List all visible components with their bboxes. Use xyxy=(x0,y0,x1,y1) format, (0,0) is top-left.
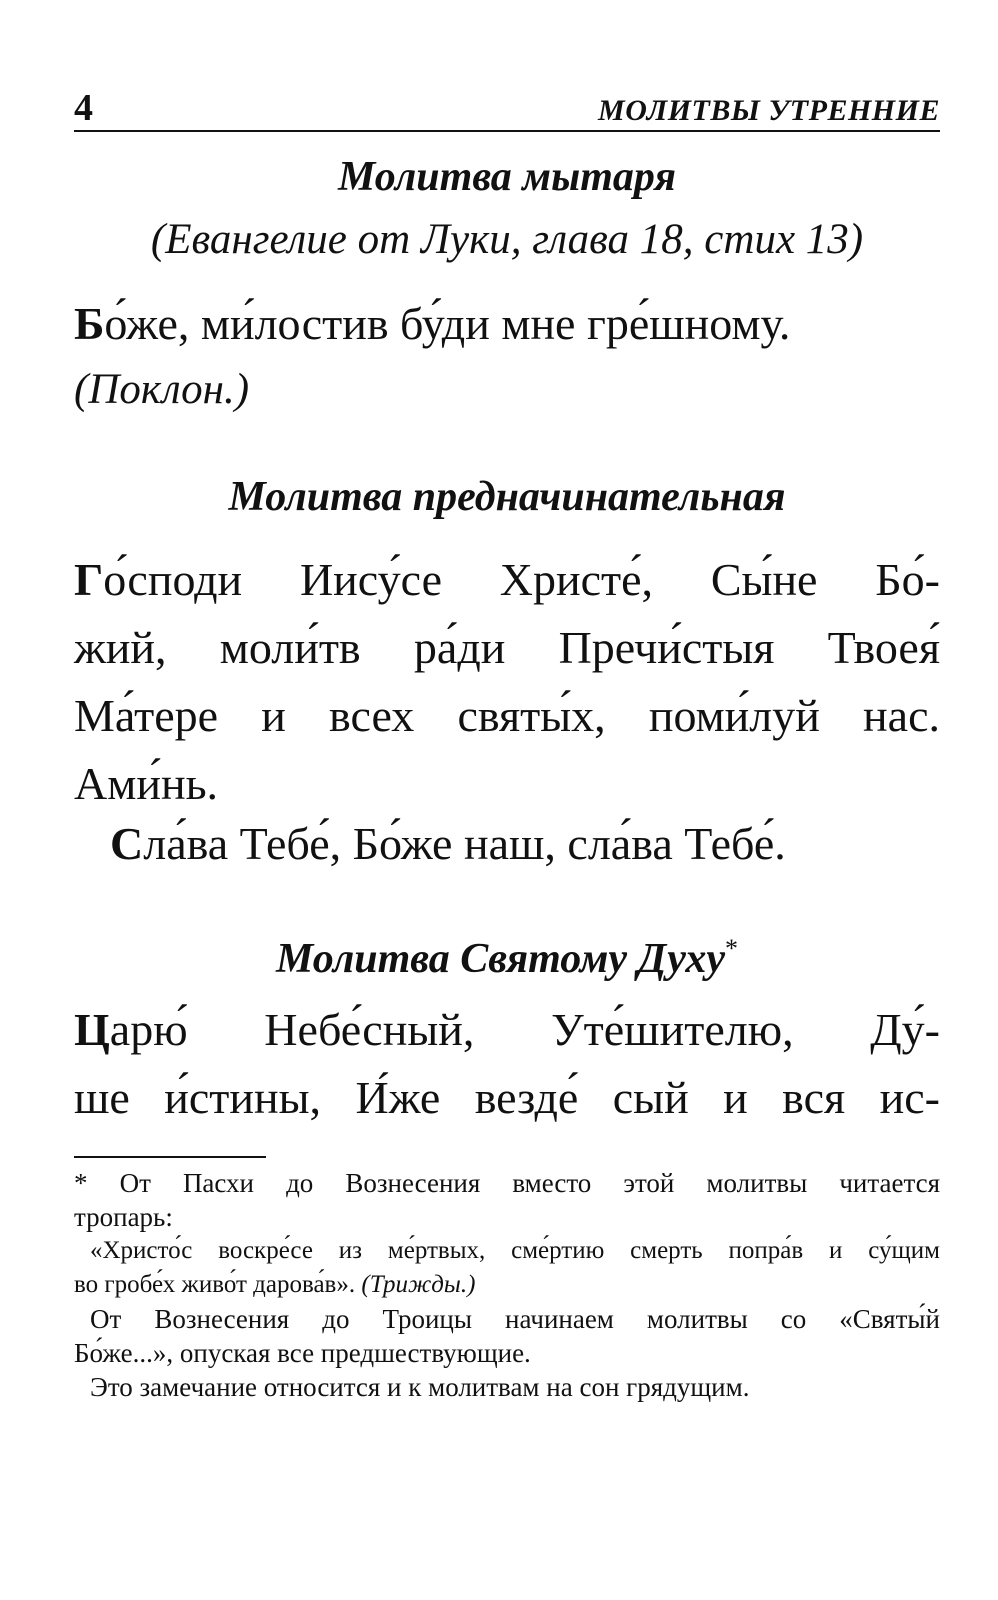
footnote-line xyxy=(74,1268,940,1302)
page-number: 4 xyxy=(74,87,93,129)
prayer-line: арю́ Небе́сный, Уте́шителю, Ду́- xyxy=(109,1004,940,1055)
prayer-line: ше и́стины, И́же везде́ сый и вся ис- xyxy=(74,1072,940,1123)
prayer-line: Ами́нь. xyxy=(74,758,219,809)
prayer-line: о́споди Иису́се Христе́, Сы́не Бо́- xyxy=(103,554,940,605)
gospel-reference: (Евангелие от Луки, глава 18, стих 13) xyxy=(150,216,864,263)
footnote-rubric: (Трижды.) xyxy=(361,1271,476,1298)
prayer-line: о́же, ми́лостив бу́ди мне гре́шному. xyxy=(104,298,791,349)
prayer-line: жий, моли́тв ра́ди Пречи́стыя Твоея́ xyxy=(74,622,940,673)
footnote-line: Бо́же...», опуская все предшествующие. xyxy=(74,1338,531,1368)
footnote xyxy=(74,1166,940,1404)
footnote-mark: * xyxy=(725,934,739,963)
heading-text: Молитва Святому Духу xyxy=(275,936,726,982)
footnote-line: Это замечание относится и к молитвам на сон грядущим. xyxy=(90,1372,750,1402)
drop-initial: Ц xyxy=(74,1004,110,1055)
heading-opening-prayer: Молитва предначинательная xyxy=(228,474,786,520)
doxology-text xyxy=(74,810,940,878)
footnote-rule xyxy=(74,1156,266,1158)
drop-initial: Б xyxy=(74,298,105,349)
running-title: МОЛИТВЫ УТРЕННИЕ xyxy=(598,94,940,127)
prayer-line: Ма́тере и всех святы́х, поми́луй нас. xyxy=(74,690,940,741)
opening-prayer-text xyxy=(74,546,940,818)
rubric-bow: (Поклон.) xyxy=(74,366,250,413)
drop-initial: С xyxy=(110,818,144,869)
footnote-line: «Христо́с воскре́се из ме́ртвых, сме́ртию смерть попра́в и су́щим xyxy=(90,1237,940,1264)
publican-prayer-text xyxy=(74,290,940,358)
footnote-text: во гробе́х живо́т дарова́в». xyxy=(74,1271,362,1298)
prayer-line: ла́ва Тебе́, Бо́же наш, сла́ва Тебе́. xyxy=(143,818,786,869)
heading-holy-spirit-prayer xyxy=(74,924,940,984)
holy-spirit-prayer-text xyxy=(74,996,940,1132)
drop-initial: Г xyxy=(74,554,104,605)
footnote-line: От Вознесения до Троицы начинаем молитвы со «Святы́й xyxy=(90,1304,940,1334)
heading-publican-prayer: Молитва мытаря xyxy=(338,154,676,200)
running-head xyxy=(74,82,940,132)
footnote-line: тропарь: xyxy=(74,1202,173,1232)
footnote-line: * От Пасхи до Вознесения вместо этой молитвы читается xyxy=(74,1168,940,1198)
